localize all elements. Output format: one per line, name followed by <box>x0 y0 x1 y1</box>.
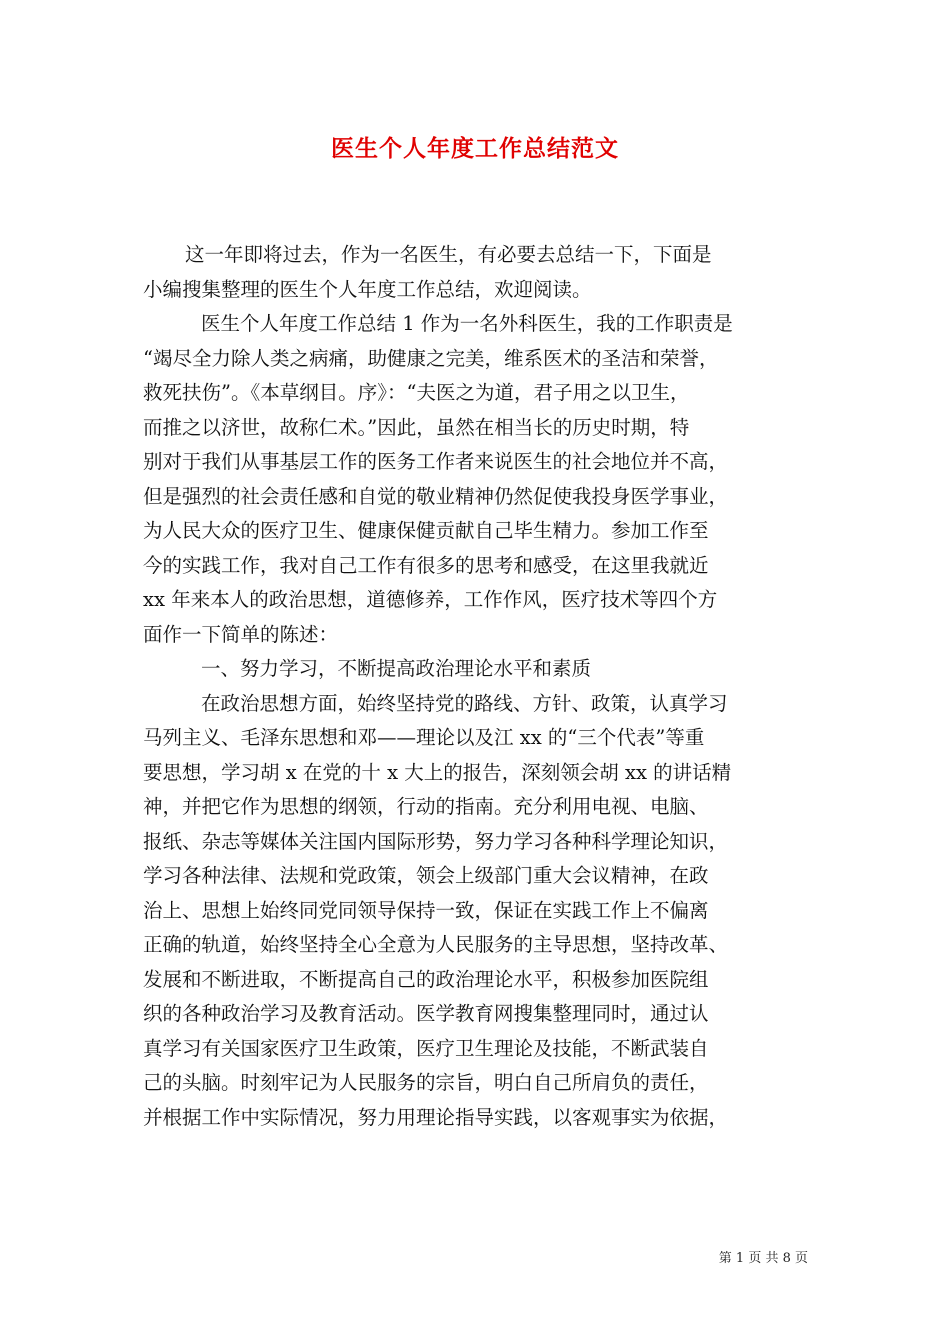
paragraph-line: 并根据工作中实际情况，努力用理论指导实践，以客观事实为依据， <box>143 1105 729 1129</box>
document-body <box>143 238 823 1135</box>
paragraph-line: xx 年来本人的政治思想，道德修养，工作作风，医疗技术等四个方 <box>143 588 718 611</box>
paragraph-line: 马列主义、毛泽东思想和邓——理论以及江 xx 的“三个代表”等重 <box>143 726 705 749</box>
paragraph-line: 面作一下简单的陈述： <box>143 622 339 646</box>
paragraph-line: 要思想，学习胡 x 在党的十 x 大上的报告，深刻领会胡 xx 的讲话精 <box>143 760 732 784</box>
section-heading: 一、努力学习，不断提高政治理论水平和素质 <box>201 657 592 680</box>
paragraph-line: 织的各种政治学习及教育活动。医学教育网搜集整理同时，通过认 <box>143 1002 709 1025</box>
paragraph-line: 正确的轨道，始终坚持全心全意为人民服务的主导思想，坚持改革、 <box>143 933 729 956</box>
paragraph-line: 别对于我们从事基层工作的医务工作者来说医生的社会地位并不高， <box>143 450 729 473</box>
paragraph-line: 今的实践工作，我对自己工作有很多的思考和感受，在这里我就近 <box>143 553 709 577</box>
paragraph-line: 为人民大众的医疗卫生、健康保健贡献自己毕生精力。参加工作至 <box>143 519 709 542</box>
paragraph-line: 小编搜集整理的医生个人年度工作总结，欢迎阅读。 <box>143 277 592 301</box>
page-number-footer: 第 1 页 共 8 页 <box>718 1251 808 1266</box>
paragraph-line: 医生个人年度工作总结 1 作为一名外科医生，我的工作职责是 <box>201 312 733 335</box>
paragraph-line: 而推之以济世，故称仁术。”因此，虽然在相当长的历史时期，特 <box>143 415 690 439</box>
paragraph-line: 学习各种法律、法规和党政策，领会上级部门重大会议精神，在政 <box>143 864 709 887</box>
paragraph-line: 己的头脑。时刻牢记为人民服务的宗旨，明白自己所肩负的责任， <box>143 1071 709 1094</box>
paragraph-line: 在政治思想方面，始终坚持党的路线、方针、政策，认真学习 <box>201 691 728 715</box>
paragraph-line: “竭尽全力除人类之病痛，助健康之完美，维系医术的圣洁和荣誉， <box>143 346 719 370</box>
paragraph-line: 但是强烈的社会责任感和自觉的敬业精神仍然促使我投身医学事业， <box>143 484 729 508</box>
paragraph-line: 治上、思想上始终同党同领导保持一致，保证在实践工作上不偏离 <box>143 898 709 922</box>
paragraph-line: 神，并把它作为思想的纲领，行动的指南。充分利用电视、电脑、 <box>143 795 709 818</box>
paragraph-line: 真学习有关国家医疗卫生政策，医疗卫生理论及技能，不断武装自 <box>143 1036 709 1060</box>
paragraph-line: 报纸、杂志等媒体关注国内国际形势，努力学习各种科学理论知识， <box>143 829 729 853</box>
paragraph-line: 救死扶伤”。《本草纲目。序》：“夫医之为道，君子用之以卫生， <box>143 381 690 404</box>
document-title: 医生个人年度工作总结范文 <box>331 135 619 162</box>
paragraph-line: 这一年即将过去，作为一名医生，有必要去总结一下，下面是 <box>185 243 712 266</box>
paragraph-line: 发展和不断进取，不断提高自己的政治理论水平，积极参加医院组 <box>143 967 709 991</box>
